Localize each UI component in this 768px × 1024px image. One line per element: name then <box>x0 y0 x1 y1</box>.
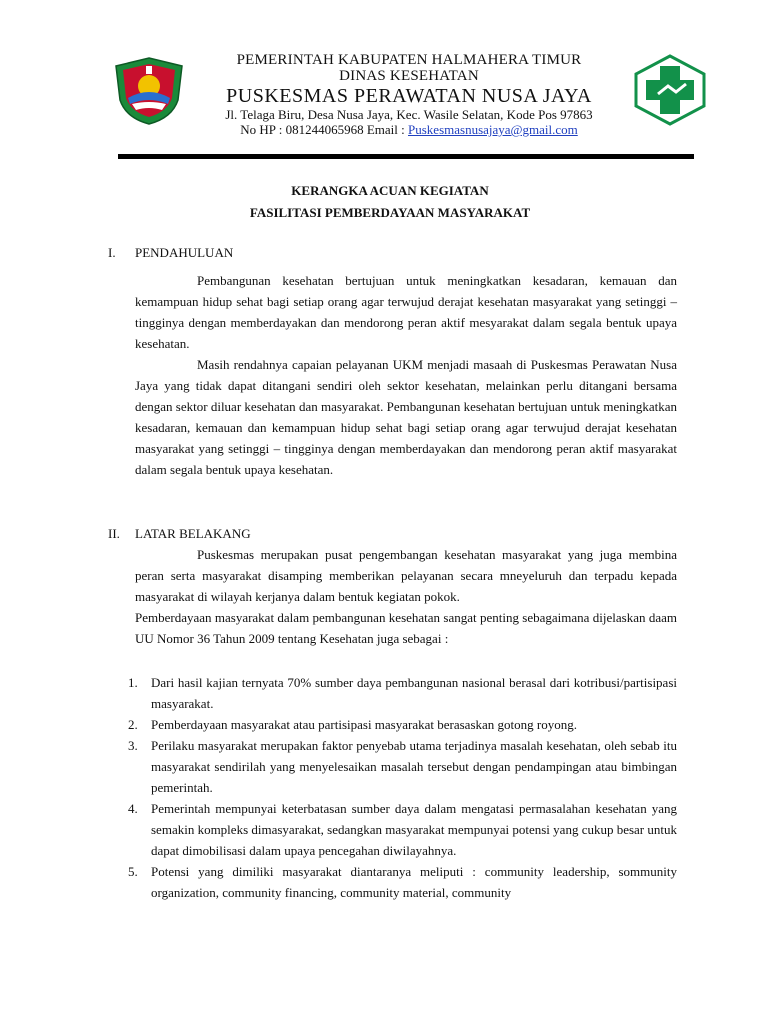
email-link[interactable]: Puskesmasnusajaya@gmail.com <box>408 122 578 137</box>
regency-crest-icon <box>112 56 186 126</box>
list-item: 2. Pemberdayaan masyarakat atau partisipasi masyarakat berasaskan gotong royong. <box>128 717 577 732</box>
section-2-number: II. <box>108 526 120 541</box>
list-item: 5. Potensi yang dimiliki masyarakat diantaranya meliputi : community leadership, sommunity organization, community financing, community material, community <box>128 864 677 900</box>
section-2-body <box>135 544 677 649</box>
section-2-title: LATAR BELAKANG <box>135 526 251 541</box>
puskesmas-cross-icon <box>632 54 708 126</box>
title-line-1: KERANGKA ACUAN KEGIATAN <box>291 183 489 198</box>
list-item: 3. Perilaku masyarakat merupakan faktor penyebab utama terjadinya masalah kesehatan, oleh sebab itu masyarakat sendirilah yang menyelesaikan masalah tersebut dengan pendampingan atau bimbingan pemerintah. <box>128 738 677 795</box>
section-2-paragraph-1: Puskesmas merupakan pusat pengembangan kesehatan masyarakat yang juga membina peran serta masyarakat disamping memberikan pelayanan secara mneyeluruh dan terpadu kepada masyarakat di wilayah kerjanya dalam bentuk kegiatan pokok. <box>135 547 677 604</box>
contact-phone: No HP : 081244065968 Email : <box>240 122 409 137</box>
section-2-paragraph-2: Pemberdayaan masyarakat dalam pembangunan kesehatan sangat penting sebagaimana dijelaskan daam UU Nomor 36 Tahun 2009 tentang Kesehatan juga sebagai : <box>135 610 677 646</box>
letterhead-divider <box>118 154 694 159</box>
letterhead <box>186 52 632 137</box>
letterhead-government: PEMERINTAH KABUPATEN HALMAHERA TIMUR <box>236 52 582 68</box>
section-1-paragraph-1: Pembangunan kesehatan bertujuan untuk meningkatkan kesadaran, kemauan dan kemampuan hidup sehat bagi setiap orang agar terwujud derajat kesehatan masyarakat yang setinggi – tingginya dengan memberdayakan dan mendorong peran aktif mesyarakat dalam segala bentuk upaya kesehatan. <box>135 273 677 351</box>
section-1-body <box>135 270 677 480</box>
list-item: 4. Pemerintah mempunyai keterbatasan sumber daya dalam mengatasi permasalahan kesehatan yang semakin kompleks dimasyarakat, sedangkan masyarakat mempunyai potensi yang cukup besar untuk dapat dimobilisasi dalam upaya pencegahan diwilayahnya. <box>128 801 677 858</box>
document-title <box>100 180 680 224</box>
section-2-list <box>128 672 677 903</box>
letterhead-department: DINAS KESEHATAN <box>339 68 479 84</box>
letterhead-address: Jl. Telaga Biru, Desa Nusa Jaya, Kec. Wasile Selatan, Kode Pos 97863 <box>225 107 593 122</box>
title-line-2: FASILITASI PEMBERDAYAAN MASYARAKAT <box>249 205 531 220</box>
section-2-heading <box>108 526 251 542</box>
section-1-paragraph-2: Masih rendahnya capaian pelayanan UKM menjadi masaah di Puskesmas Perawatan Nusa Jaya yang tidak dapat ditangani sendiri oleh sektor kesehatan, melainkan perlu ditangani bersama dengan sektor diluar kesehatan dan masyarakat. Pembangunan kesehatan bertujuan untuk meningkatkan kesadaran, kemauan dan kemampuan hidup sehat bagi setiap orang agar terwujud derajat kesehatan masyarakat yang setinggi – tingginya dengan memberdayakan dan mendorong peran aktif masyarakat dalam segala bentuk upaya kesehatan. <box>135 357 677 477</box>
section-1-heading <box>108 245 233 261</box>
section-1-number: I. <box>108 245 116 260</box>
letterhead-institution: PUSKESMAS PERAWATAN NUSA JAYA <box>226 85 592 107</box>
letterhead-contact <box>186 122 632 137</box>
section-1-title: PENDAHULUAN <box>135 245 234 260</box>
list-item: 1. Dari hasil kajian ternyata 70% sumber daya pembangunan nasional berasal dari kotribusi/partisipasi masyarakat. <box>128 675 677 711</box>
